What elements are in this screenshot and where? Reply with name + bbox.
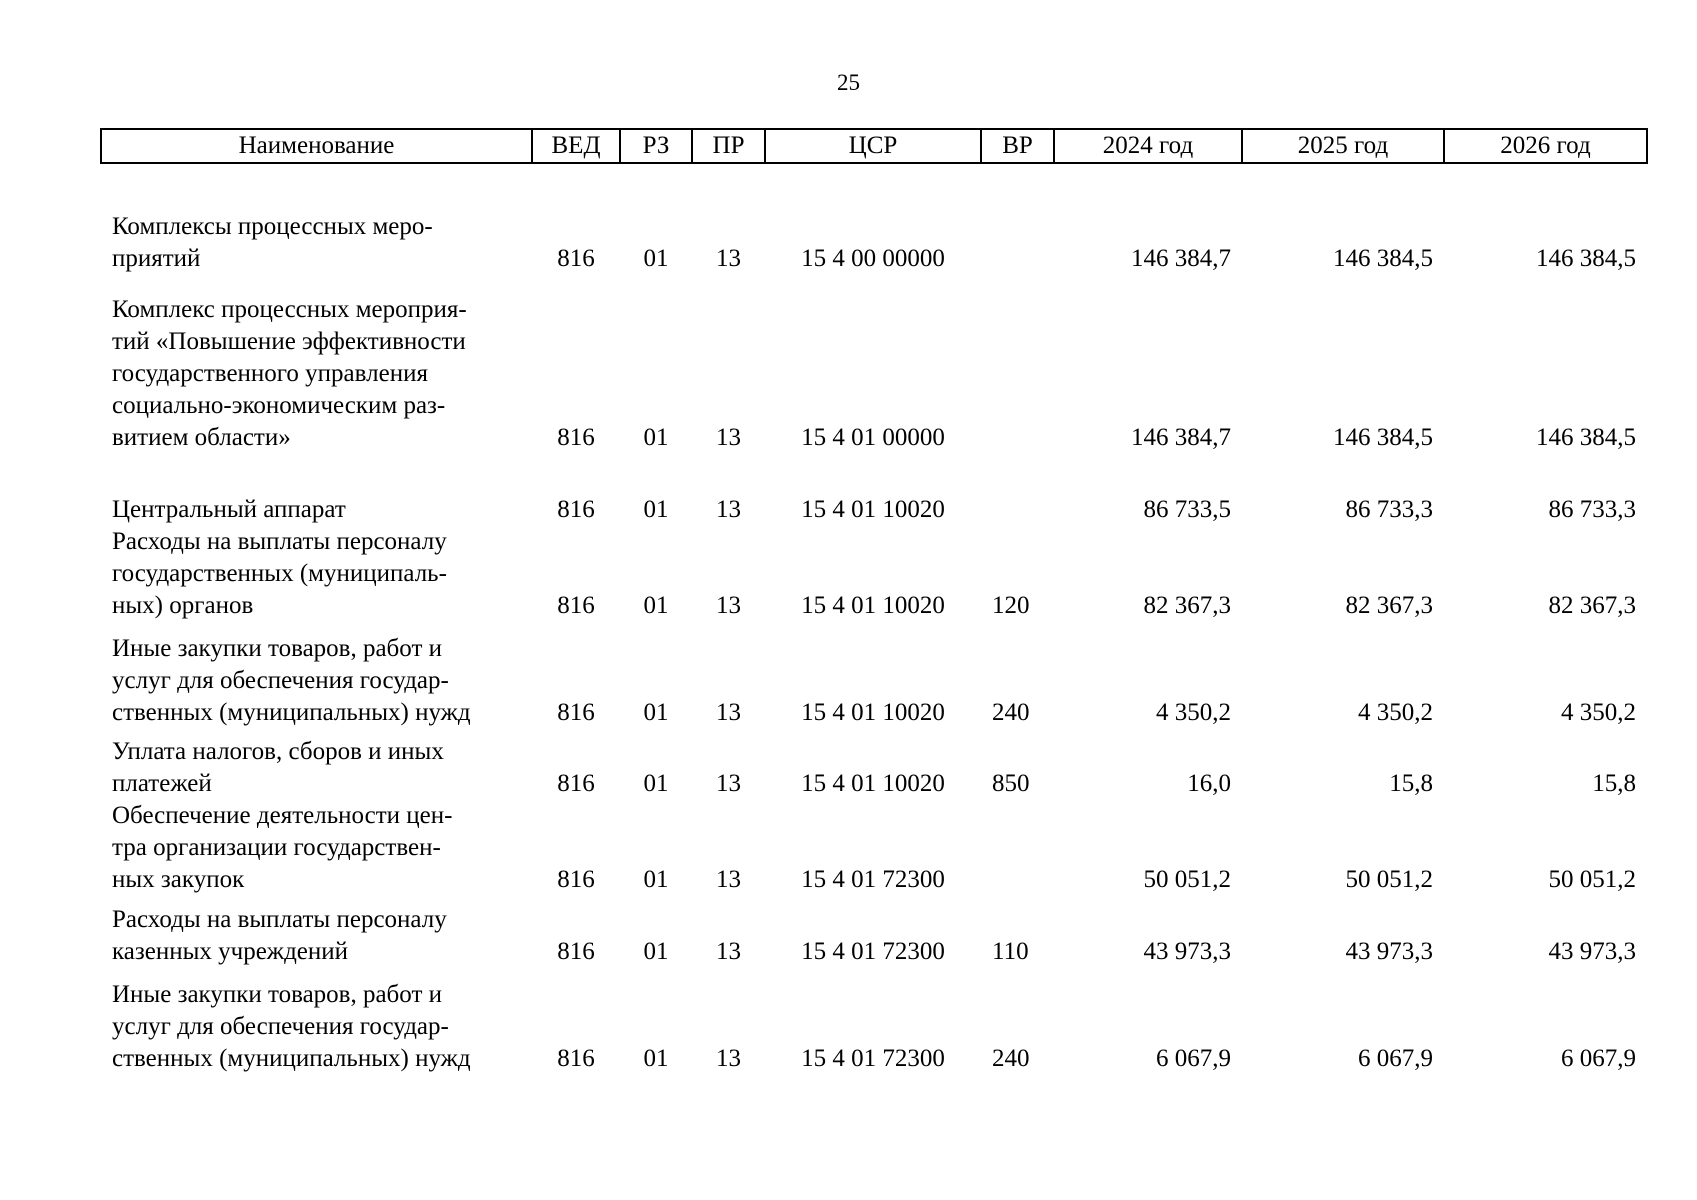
cell-ved: 816 — [557, 1045, 595, 1072]
header-csr: ЦСР — [765, 129, 981, 163]
cell-pr: 13 — [716, 496, 741, 523]
header-pr: ПР — [692, 129, 765, 163]
cell-csr: 15 4 01 10020 — [801, 592, 945, 619]
cell-2024: 146 384,7 — [1131, 245, 1231, 272]
cell-vr: 240 — [992, 1045, 1030, 1072]
cell-pr: 13 — [716, 699, 741, 726]
cell-pr: 13 — [716, 938, 741, 965]
name-line: государственного управления — [112, 360, 428, 387]
cell-2026: 4 350,2 — [1561, 699, 1636, 726]
header-row — [101, 129, 1647, 163]
cell-name — [101, 454, 532, 526]
cell-rz: 01 — [643, 496, 669, 523]
cell-name — [101, 968, 532, 1075]
cell-name — [101, 800, 532, 896]
cell-vr: 110 — [992, 938, 1029, 965]
name-line: государственных (муниципаль- — [112, 560, 447, 587]
table-row — [101, 275, 1647, 454]
name-line: витием области» — [112, 424, 291, 451]
cell-2026: 15,8 — [1592, 770, 1636, 797]
cell-2024: 16,0 — [1187, 770, 1231, 797]
cell-pr: 13 — [716, 866, 741, 893]
header-rz: РЗ — [620, 129, 692, 163]
cell-2025: 50 051,2 — [1345, 866, 1433, 893]
cell-2026: 82 367,3 — [1548, 592, 1636, 619]
name-line: Уплата налогов, сборов и иных — [112, 738, 444, 765]
name-line: казенных учреждений — [112, 938, 349, 965]
cell-rz: 01 — [643, 699, 669, 726]
table-row — [101, 163, 1647, 275]
name-line: ных) органов — [112, 592, 254, 619]
cell-rz: 01 — [643, 424, 669, 451]
cell-name — [101, 729, 532, 800]
name-line: тра организации государствен- — [112, 834, 441, 861]
table-row — [101, 729, 1647, 800]
name-line: приятий — [112, 245, 201, 272]
cell-vr — [981, 454, 1054, 526]
table-row — [101, 526, 1647, 622]
name-line: Комплексы процессных меро- — [112, 213, 433, 240]
cell-2025: 86 733,3 — [1345, 496, 1433, 523]
cell-vr — [981, 800, 1054, 896]
cell-ved: 816 — [557, 938, 595, 965]
cell-name — [101, 526, 532, 622]
name-line: услуг для обеспечения государ- — [112, 667, 449, 694]
name-line: тий «Повышение эффективности — [112, 328, 466, 355]
cell-2025: 146 384,5 — [1333, 424, 1433, 451]
cell-rz: 01 — [643, 1045, 669, 1072]
cell-csr: 15 4 01 10020 — [801, 770, 945, 797]
cell-rz: 01 — [643, 245, 669, 272]
cell-ved: 816 — [557, 424, 595, 451]
cell-csr: 15 4 01 72300 — [801, 938, 945, 965]
name-line: Обеспечение деятельности цен- — [112, 802, 453, 829]
cell-csr: 15 4 01 72300 — [801, 1045, 945, 1072]
name-line: социально-экономическим раз- — [112, 392, 446, 419]
cell-ved: 816 — [557, 866, 595, 893]
cell-vr: 240 — [992, 699, 1030, 726]
cell-name — [101, 622, 532, 729]
table-row — [101, 896, 1647, 968]
cell-csr: 15 4 01 00000 — [801, 424, 945, 451]
cell-csr: 15 4 01 10020 — [801, 496, 945, 523]
cell-vr — [981, 275, 1054, 454]
name-line: ных закупок — [112, 866, 245, 893]
cell-pr: 13 — [716, 1045, 741, 1072]
cell-csr: 15 4 01 72300 — [801, 866, 945, 893]
budget-table — [100, 128, 1648, 1075]
page-number: 25 — [837, 70, 860, 95]
cell-2024: 86 733,5 — [1143, 496, 1231, 523]
cell-name — [101, 896, 532, 968]
cell-vr — [981, 163, 1054, 275]
cell-ved: 816 — [557, 770, 595, 797]
cell-2026: 146 384,5 — [1536, 245, 1636, 272]
table-body — [101, 163, 1647, 1075]
cell-2025: 82 367,3 — [1345, 592, 1433, 619]
name-line: услуг для обеспечения государ- — [112, 1013, 449, 1040]
name-line: Центральный аппарат — [112, 496, 346, 523]
table-row — [101, 454, 1647, 526]
cell-2025: 15,8 — [1389, 770, 1433, 797]
cell-vr: 850 — [992, 770, 1030, 797]
table-row — [101, 622, 1647, 729]
cell-csr: 15 4 01 10020 — [801, 699, 945, 726]
cell-2026: 43 973,3 — [1548, 938, 1636, 965]
header-2024: 2024 год — [1054, 129, 1242, 163]
cell-ved: 816 — [557, 245, 595, 272]
cell-pr: 13 — [716, 424, 741, 451]
cell-2024: 146 384,7 — [1131, 424, 1231, 451]
header-name: Наименование — [101, 129, 532, 163]
cell-2024: 43 973,3 — [1143, 938, 1231, 965]
header-vr: ВР — [981, 129, 1054, 163]
name-line: Расходы на выплаты персоналу — [112, 528, 447, 555]
header-2026: 2026 год — [1444, 129, 1647, 163]
cell-2025: 6 067,9 — [1358, 1045, 1433, 1072]
name-line: ственных (муниципальных) нужд — [112, 1045, 471, 1072]
cell-2025: 4 350,2 — [1358, 699, 1433, 726]
cell-2026: 50 051,2 — [1548, 866, 1636, 893]
cell-pr: 13 — [716, 245, 741, 272]
cell-2024: 50 051,2 — [1143, 866, 1231, 893]
cell-2026: 86 733,3 — [1548, 496, 1636, 523]
cell-rz: 01 — [643, 592, 669, 619]
table-row — [101, 968, 1647, 1075]
cell-2025: 146 384,5 — [1333, 245, 1433, 272]
cell-name — [101, 275, 532, 454]
cell-2024: 4 350,2 — [1156, 699, 1231, 726]
name-line: Расходы на выплаты персоналу — [112, 906, 447, 933]
cell-2026: 6 067,9 — [1561, 1045, 1636, 1072]
cell-2025: 43 973,3 — [1345, 938, 1433, 965]
cell-pr: 13 — [716, 592, 741, 619]
name-line: Иные закупки товаров, работ и — [112, 981, 443, 1008]
name-line: ственных (муниципальных) нужд — [112, 699, 471, 726]
cell-2026: 146 384,5 — [1536, 424, 1636, 451]
cell-2024: 82 367,3 — [1143, 592, 1231, 619]
cell-rz: 01 — [643, 770, 669, 797]
header-ved: ВЕД — [532, 129, 620, 163]
cell-2024: 6 067,9 — [1156, 1045, 1231, 1072]
cell-rz: 01 — [643, 866, 669, 893]
name-line: Комплекс процессных мероприя- — [112, 296, 467, 323]
table-row — [101, 800, 1647, 896]
cell-ved: 816 — [557, 496, 595, 523]
cell-vr: 120 — [992, 592, 1030, 619]
cell-name — [101, 163, 532, 275]
cell-csr: 15 4 00 00000 — [801, 245, 945, 272]
cell-pr: 13 — [716, 770, 741, 797]
header-2025: 2025 год — [1242, 129, 1444, 163]
cell-ved: 816 — [557, 592, 595, 619]
name-line: Иные закупки товаров, работ и — [112, 635, 443, 662]
cell-ved: 816 — [557, 699, 595, 726]
name-line: платежей — [112, 770, 212, 797]
cell-rz: 01 — [643, 938, 669, 965]
